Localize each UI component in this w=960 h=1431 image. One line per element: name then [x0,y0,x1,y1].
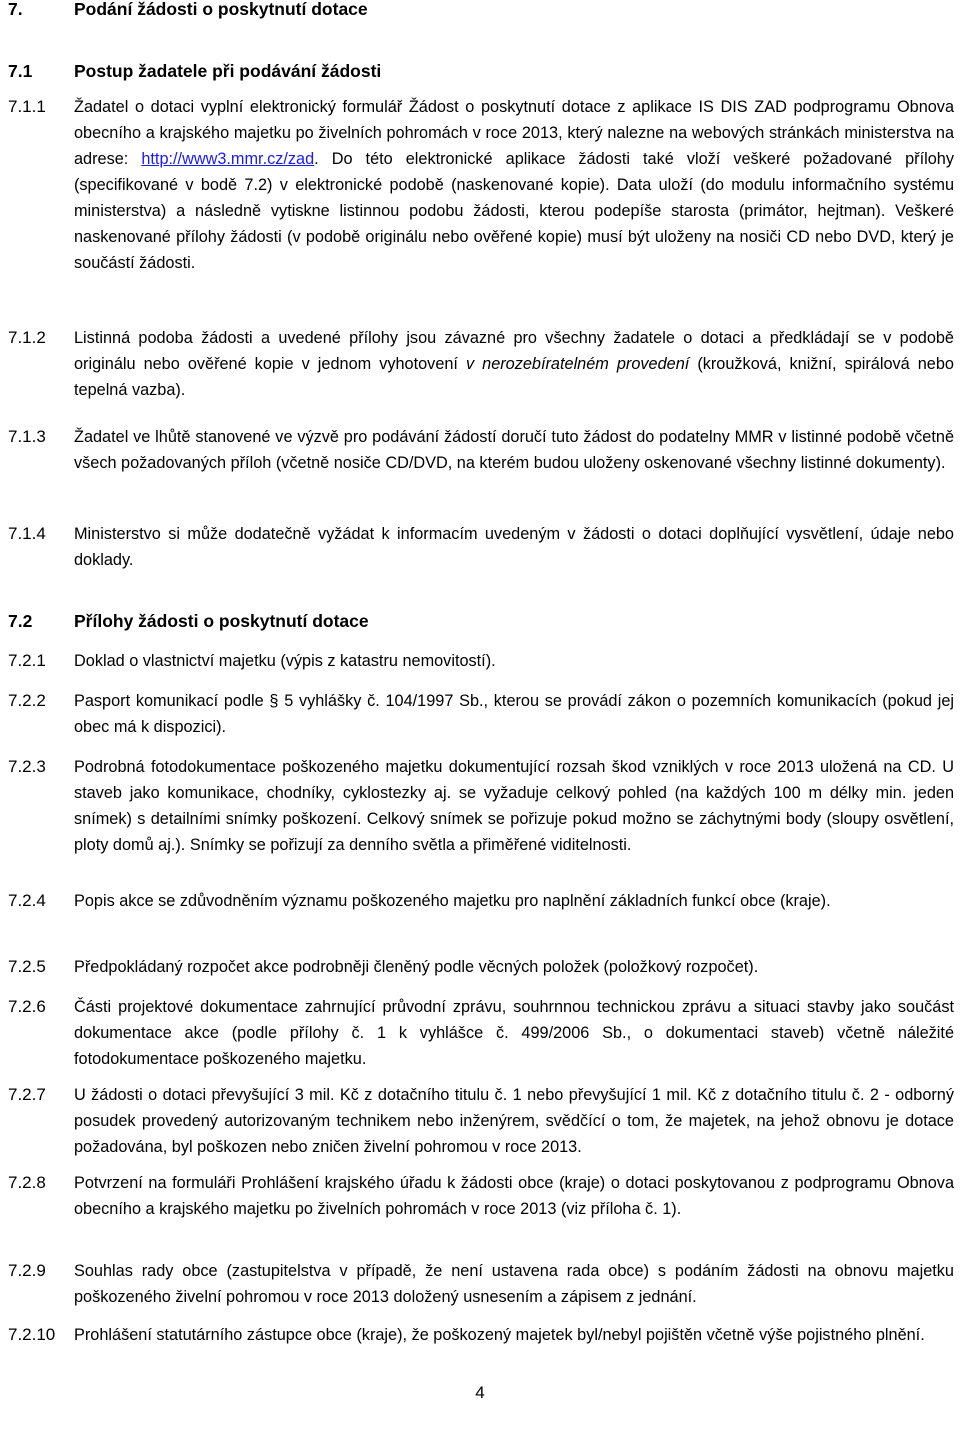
paragraph-7-2-3 [8,754,954,858]
paragraph-number: 7.1.4 [8,524,46,543]
page-number: 4 [475,1383,485,1402]
paragraph-7-1-3 [8,424,954,476]
paragraph-number: 7.2.5 [8,957,46,976]
paragraph-text: Popis akce se zdůvodněním významu poškozeného majetku pro naplnění základních funkcí obce (kraje). [74,892,831,910]
heading-number: 7.2 [8,611,33,631]
heading-title: Postup žadatele při podávání žádosti [74,61,382,81]
paragraph-7-2-9 [8,1258,954,1310]
paragraph-text: Části projektové dokumentace zahrnující průvodní zprávu, souhrnnou technickou zprávu a situaci stavby jako součást dokumentace akce (podle přílohy č. 1 k vyhlášce č. 499/2006 Sb., o dokumentaci staveb) včetně náležité fotodokumentace poškozeného majetku. [74,998,954,1068]
text-part: (kroužková, knižní, spirálová nebo tepelná vazba). [74,355,954,399]
paragraph-7-2-1 [8,648,954,674]
paragraph-text [74,325,954,403]
paragraph-text: U žádosti o dotaci převyšující 3 mil. Kč z dotačního titulu č. 1 nebo převyšující 1 mil. Kč z dotačního titulu č. 2 - odborný posudek provedený autorizovaným technikem nebo inženýrem, svědčící o tom, že majetek, na jehož obnovu je dotace požadována, byl poškozen nebo zničen živelní pohromou v roce 2013. [74,1086,954,1156]
paragraph-7-2-4 [8,888,954,914]
paragraph-7-1-1 [8,94,954,276]
heading-title: Přílohy žádosti o poskytnutí dotace [74,611,369,631]
text-part: Listinná podoba žádosti a uvedené přílohy jsou závazné pro všechny žadatele o dotaci a předkládají se v podobě originálu nebo ověřené kopie v jednom vyhotovení [74,329,954,373]
paragraph-text: Potvrzení na formuláři Prohlášení krajského úřadu k žádosti obce (kraje) o dotaci poskytovanou z podprogramu Obnova obecního a krajského majetku po živelních pohromách v roce 2013 (viz příloha č. 1). [74,1174,954,1218]
paragraph-text: Prohlášení statutárního zástupce obce (kraje), že poškozený majetek byl/nebyl pojištěn včetně výše pojistného plnění. [74,1326,925,1344]
paragraph-text: Pasport komunikací podle § 5 vyhlášky č. 104/1997 Sb., kterou se provádí zákon o pozemních komunikacích (pokud jej obec má k dispozici). [74,692,954,736]
heading-7 [8,0,954,22]
heading-number: 7. [8,0,23,19]
paragraph-text: Doklad o vlastnictví majetku (výpis z katastru nemovitostí). [74,652,496,670]
paragraph-text [74,94,954,276]
paragraph-7-2-6 [8,994,954,1072]
text-part: Žadatel o dotaci vyplní elektronický formulář Žádost o poskytnutí dotace z aplikace IS DIS ZAD podprogramu Obnova obecního a krajského majetku po živelních pohromách v roce 2013, který nalezne na webových stránkách ministerstva na adrese: [74,98,954,168]
paragraph-number: 7.2.9 [8,1261,46,1280]
paragraph-number: 7.2.3 [8,757,46,776]
paragraph-number: 7.2.6 [8,997,46,1016]
web-link[interactable]: http://www3.mmr.cz/zad [141,150,315,168]
paragraph-text: Souhlas rady obce (zastupitelstva v případě, že není ustavena rada obce) s podáním žádosti na obnovu majetku poškozeného živelní pohromou v roce 2013 doložený usnesením a zápisem z jednání. [74,1262,954,1306]
paragraph-7-2-8 [8,1170,954,1222]
paragraph-number: 7.2.8 [8,1173,46,1192]
paragraph-number: 7.2.2 [8,691,46,710]
heading-number: 7.1 [8,61,33,81]
paragraph-text: Ministerstvo si může dodatečně vyžádat k informacím uvedeným v žádosti o dotaci doplňující vysvětlení, údaje nebo doklady. [74,525,954,569]
paragraph-7-1-4 [8,521,954,573]
paragraph-number: 7.2.1 [8,651,46,670]
heading-7-2 [8,608,954,634]
paragraph-number: 7.1.3 [8,427,46,446]
italic-text: v nerozebíratelném provedení [465,355,690,373]
paragraph-7-2-5 [8,954,954,980]
heading-title: Podání žádosti o poskytnutí dotace [74,0,368,19]
paragraph-number: 7.1.2 [8,328,46,347]
paragraph-number: 7.2.7 [8,1085,46,1104]
paragraph-text: Předpokládaný rozpočet akce podrobněji členěný podle věcných položek (položkový rozpočet). [74,958,759,976]
paragraph-7-1-2 [8,325,954,403]
paragraph-number: 7.2.4 [8,891,46,910]
heading-7-1 [8,58,954,84]
paragraph-7-2-7 [8,1082,954,1160]
paragraph-number: 7.1.1 [8,97,46,116]
paragraph-text: Žadatel ve lhůtě stanovené ve výzvě pro podávání žádostí doručí tuto žádost do podatelny MMR v listinné podobě včetně všech požadovaných příloh (včetně nosiče CD/DVD, na kterém budou uloženy oskenované všechny listinné dokumenty). [74,428,954,472]
paragraph-text: Podrobná fotodokumentace poškozeného majetku dokumentující rozsah škod vzniklých v roce 2013 uložená na CD. U staveb jako komunikace, chodníky, cyklostezky aj. se vyžaduje celkový pohled (na každých 100 m délky min. jeden snímek) s detailními snímky poškození. Celkový snímek se pořizuje pokud možno se záchytnými body (sloupy osvětlení, ploty domů aj.). Snímky se pořizují za denního světla a přiměřené viditelnosti. [74,758,954,854]
paragraph-7-2-10 [8,1322,954,1348]
paragraph-number: 7.2.10 [8,1325,56,1344]
text-part: . Do této elektronické aplikace žádosti také vloží veškeré požadované přílohy (specifikované v bodě 7.2) v elektronické podobě (naskenované kopie). Data uloží (do modulu informačního systému ministerstva) a následně vytiskne listinnou podobu žádosti, kterou podepíše starosta (primátor, hejtman). Veškeré naskenované přílohy žádosti (v podobě originálu nebo ověřené kopie) musí být uloženy na nosiči CD nebo DVD, který je součástí žádosti. [74,150,954,272]
paragraph-7-2-2 [8,688,954,740]
